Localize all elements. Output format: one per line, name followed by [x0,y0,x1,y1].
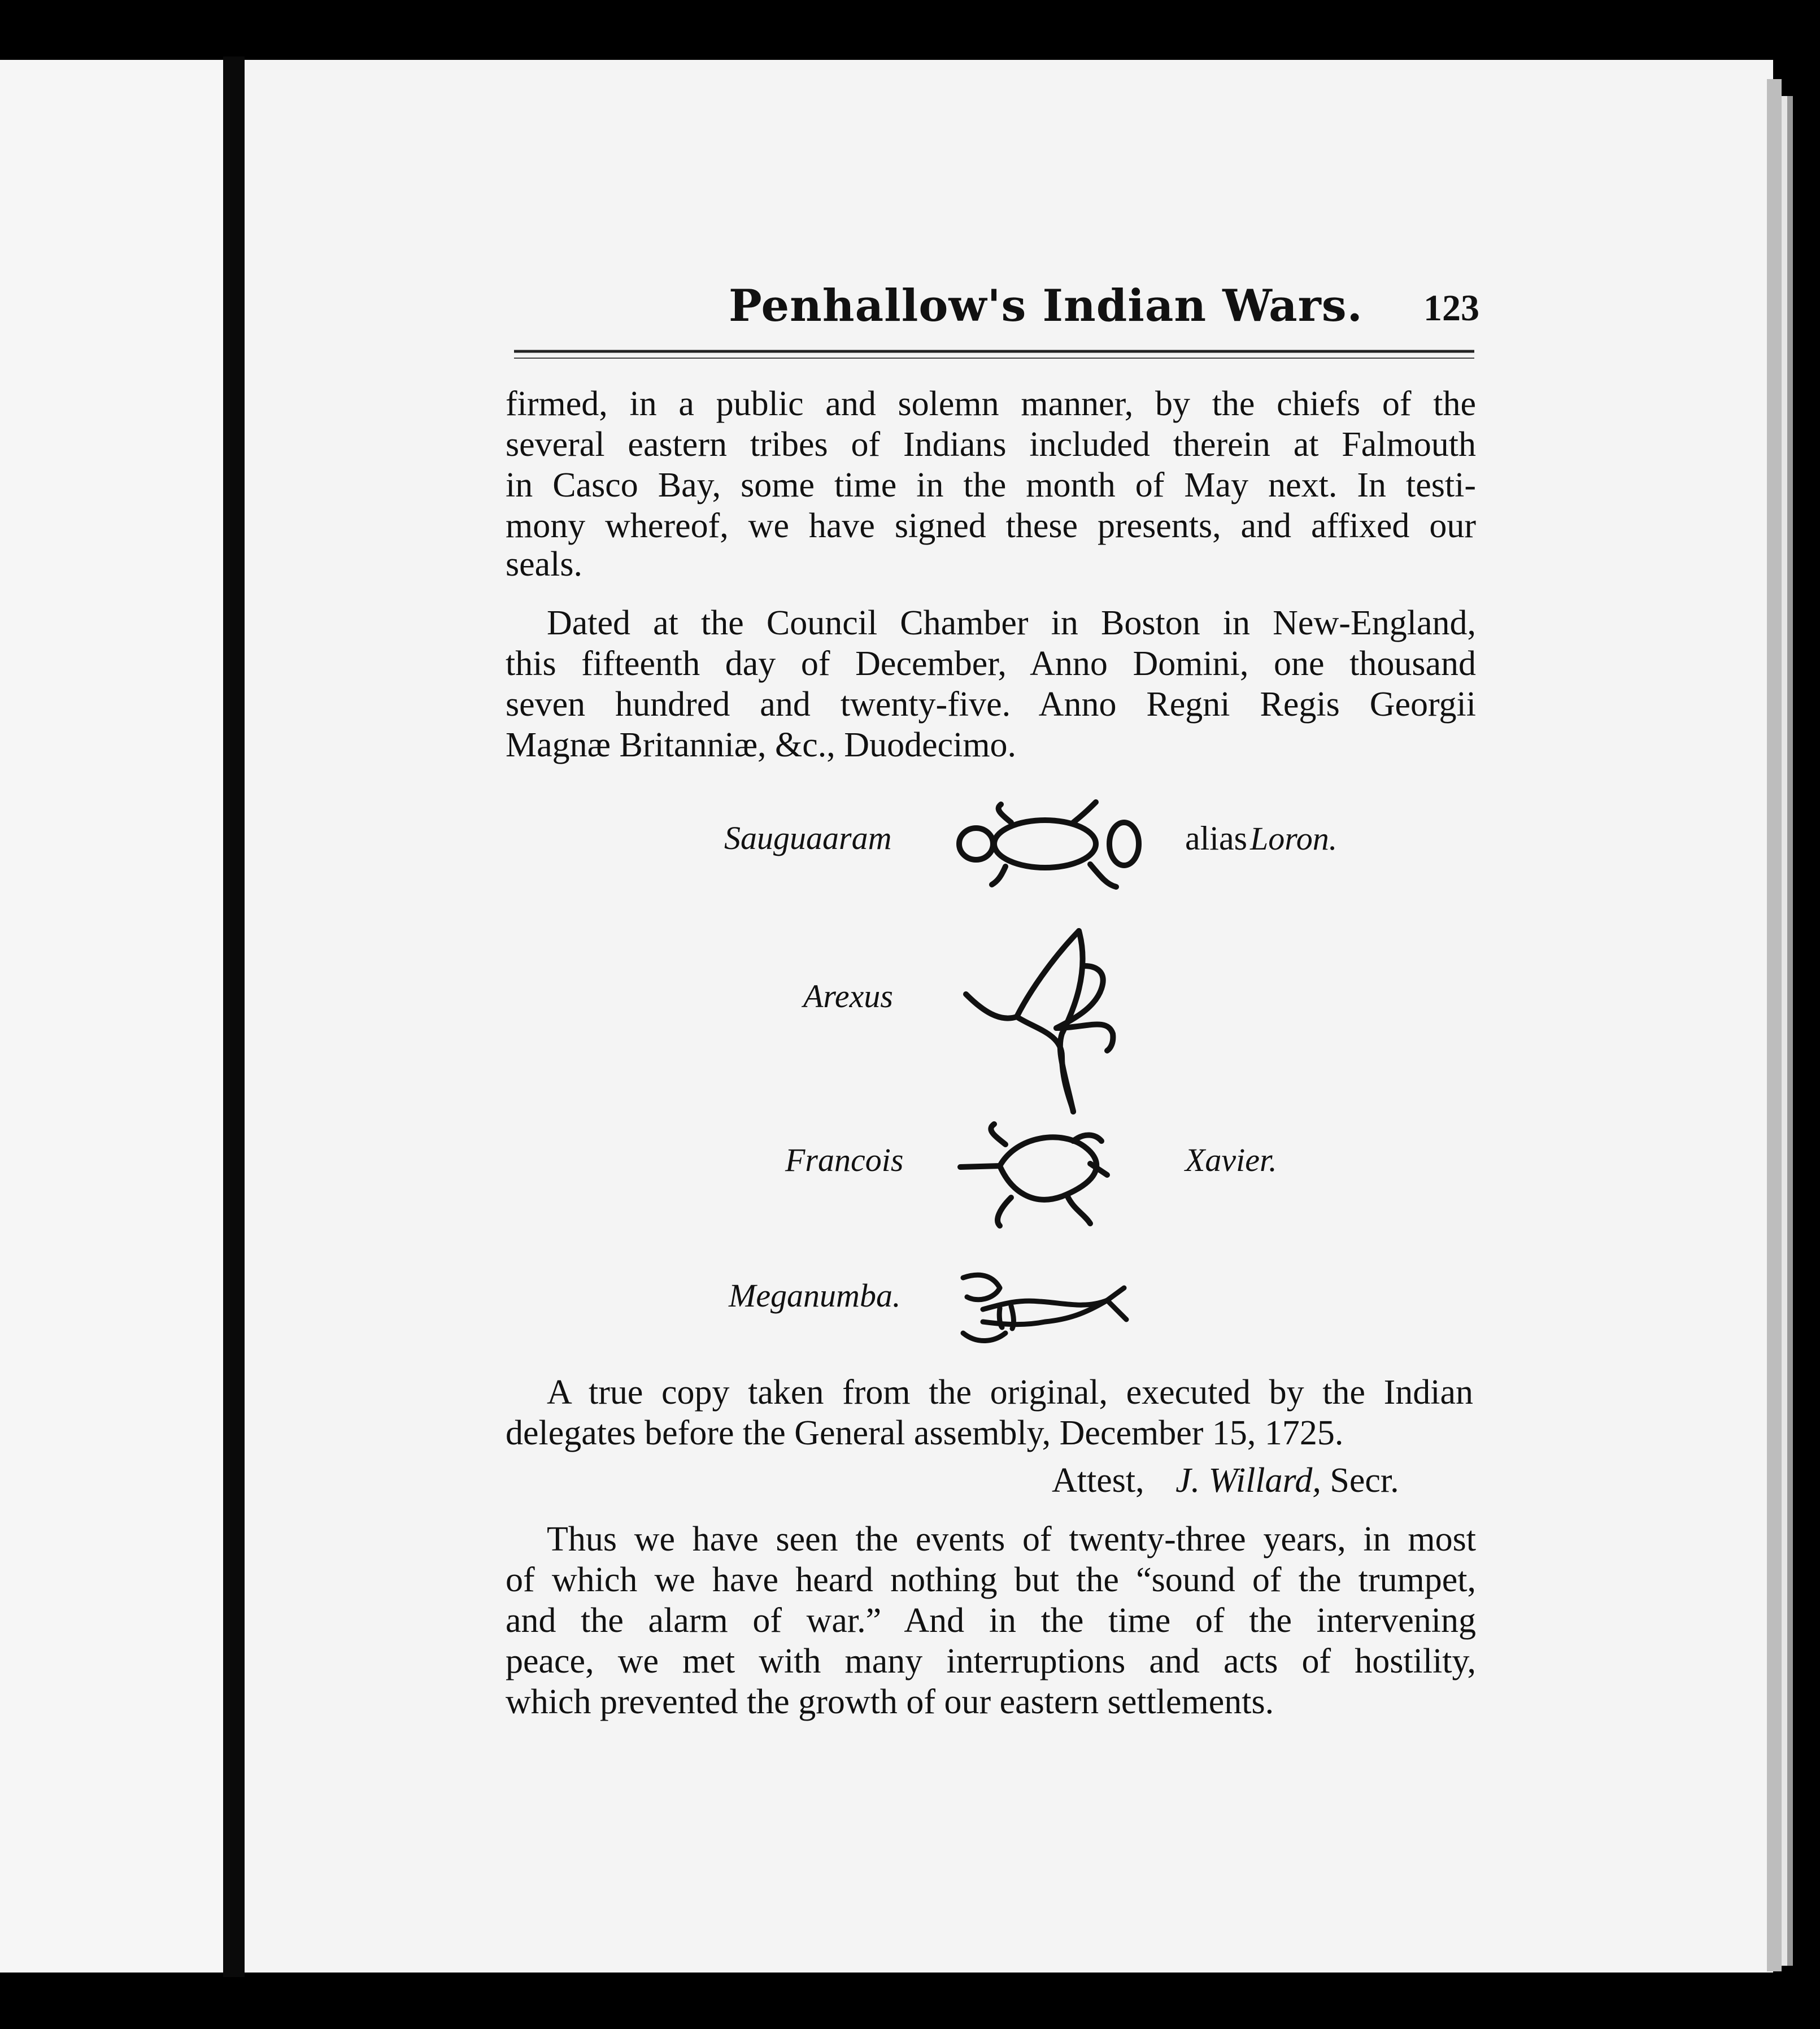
attest-word: Attest, [1052,1461,1144,1500]
signatory-alias [1185,819,1337,858]
signatory-name: Meganumba. [729,1277,901,1314]
paragraph-line: mony whereof, we have signed these presents, and affixed our [506,507,1476,545]
paragraph-line: Thus we have seen the events of twenty-three years, in most [547,1520,1476,1558]
attest-signature [1052,1461,1399,1501]
paragraph-line: seals. [506,545,583,584]
alias-word: alias [1185,820,1247,857]
paragraph-line: Dated at the Council Chamber in Boston in New-England, [547,604,1476,642]
paragraph-line: which prevented the growth of our eastern settlements. [506,1683,1274,1721]
signatory-name-right: Xavier. [1185,1142,1277,1178]
paragraph-line: several eastern tribes of Indians included therein at Falmouth [506,425,1476,464]
signatory-name: Francois [785,1142,904,1178]
alias-name: Loron. [1250,820,1338,857]
signatory-name: Arexus [803,978,893,1014]
paragraph-line: Magnæ Britanniæ, &c., Duodecimo. [506,726,1017,764]
left-page [0,60,223,1973]
attest-name: J. Willard, [1175,1461,1321,1500]
signatory-name: Sauguaaram [724,820,892,856]
paragraph-line: and the alarm of war.” And in the time of the intervening [506,1601,1476,1640]
paragraph-line: in Casco Bay, some time in the month of May next. In testi- [506,466,1476,504]
paragraph-line: this fifteenth day of December, Anno Domini, one thousand [506,645,1476,683]
paragraph-line: of which we have heard nothing but the “sound of the trumpet, [506,1561,1476,1599]
paragraph-line: seven hundred and twenty-five. Anno Regni Regis Georgii [506,685,1476,724]
running-header-title: Penhallow's Indian Wars. [729,280,1363,332]
paragraph-line: firmed, in a public and solemn manner, by the chiefs of the [506,385,1476,423]
attestation-line: A true copy taken from the original, executed by the Indian [547,1373,1473,1412]
attestation-line: delegates before the General assembly, December 15, 1725. [506,1414,1344,1452]
paragraph-line: peace, we met with many interruptions and acts of hostility, [506,1642,1476,1680]
page-number: 123 [1423,288,1479,329]
attest-title: Secr. [1330,1461,1399,1500]
